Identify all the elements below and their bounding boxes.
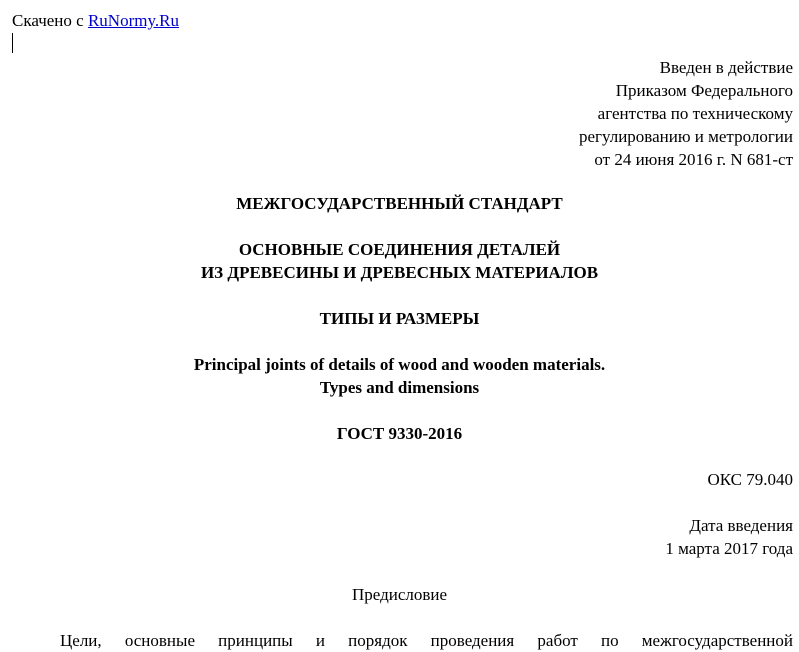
source-prefix: Скачено с [12, 11, 88, 30]
standard-type-heading: МЕЖГОСУДАРСТВЕННЫЙ СТАНДАРТ [236, 194, 563, 213]
enactment-line: Приказом Федерального [615, 81, 793, 100]
source-link[interactable]: RuNormy.Ru [87, 11, 179, 30]
subtitle-heading: ТИПЫ И РАЗМЕРЫ [319, 309, 480, 328]
english-title-line-2: Types and dimensions [319, 378, 480, 397]
text-cursor [12, 33, 13, 53]
title-line-2: ИЗ ДРЕВЕСИНЫ И ДРЕВЕСНЫХ МАТЕРИАЛОВ [200, 263, 599, 282]
enactment-line: от 24 июня 2016 г. N 681-ст [594, 150, 793, 169]
enactment-block [579, 56, 793, 171]
effective-date-value: 1 марта 2017 года [665, 539, 793, 558]
standard-code: ГОСТ 9330-2016 [336, 424, 463, 443]
effective-date-label: Дата введения [689, 516, 793, 535]
preface-paragraph: Цели, основные принципы и порядок проведения работ по межгосударственной [60, 631, 793, 650]
enactment-line: Введен в действие [659, 58, 793, 77]
enactment-line: регулированию и метрологии [578, 127, 793, 146]
oks-code: ОКС 79.040 [707, 470, 793, 489]
source-line [12, 9, 179, 32]
preface-heading: Предисловие [351, 585, 448, 604]
enactment-line: агентства по техническому [597, 104, 793, 123]
title-line-1: ОСНОВНЫЕ СОЕДИНЕНИЯ ДЕТАЛЕЙ [238, 240, 561, 259]
english-title-line-1: Principal joints of details of wood and wooden materials. [193, 355, 606, 374]
